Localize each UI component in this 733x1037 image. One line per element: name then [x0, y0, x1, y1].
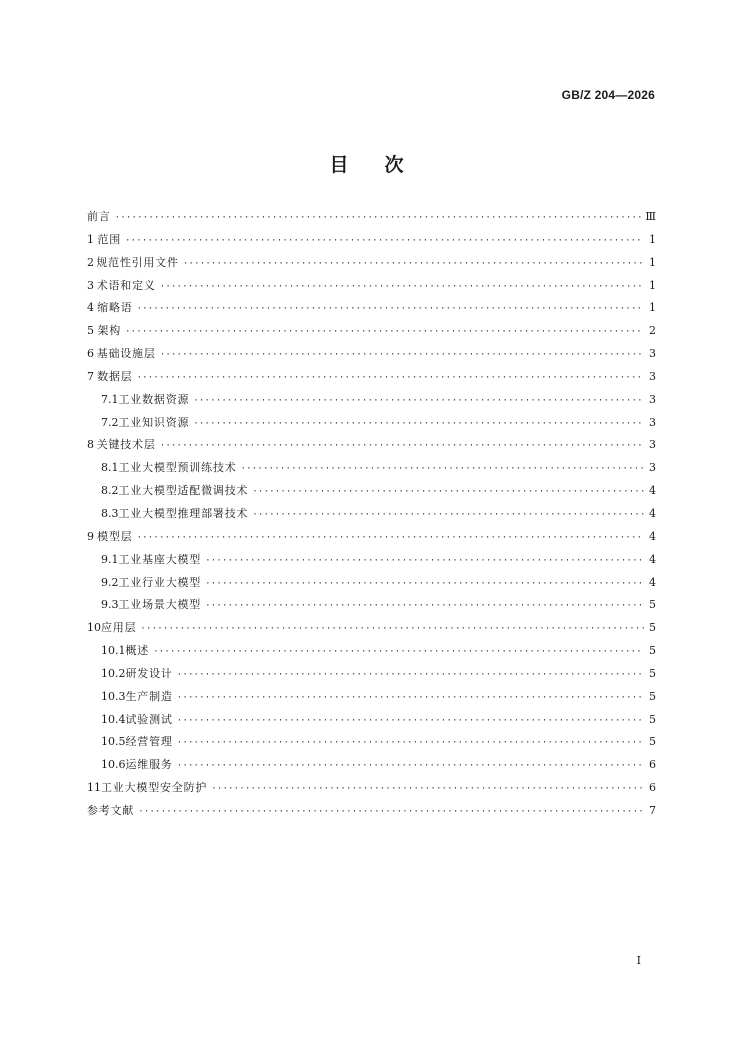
toc-entry-page: 5	[649, 598, 656, 612]
toc-leader-dots	[160, 276, 644, 299]
toc-entry-number: 10	[87, 621, 101, 635]
toc-entry-title: 研发设计	[125, 666, 173, 680]
toc-entry[interactable]	[87, 686, 656, 709]
toc-entry-title: 关键技术层	[96, 438, 156, 452]
toc-leader-dots	[211, 778, 644, 801]
toc-entry[interactable]	[87, 412, 656, 435]
toc-entry-title: 工业数据资源	[118, 392, 190, 406]
toc-leader-dots	[177, 732, 644, 755]
toc-entry-number: 7.2	[101, 415, 119, 429]
toc-entry[interactable]	[87, 709, 656, 732]
toc-entry-page: 2	[649, 324, 656, 338]
toc-leader-dots	[177, 664, 644, 687]
toc-entry-title: 工业行业大模型	[118, 575, 202, 589]
toc-entry-title: 模型层	[97, 529, 133, 543]
toc-entry-title: 概述	[125, 644, 150, 658]
toc-entry-page: 3	[649, 461, 656, 475]
toc-entry[interactable]	[87, 754, 656, 777]
toc-entry-title: 规范性引用文件	[96, 255, 179, 269]
toc-entry-number: 10.3	[101, 689, 126, 703]
toc-entry-number: 7.1	[101, 392, 119, 406]
toc-entry-title: 试验测试	[125, 712, 173, 726]
toc-entry[interactable]	[87, 366, 656, 389]
toc-entry[interactable]	[87, 663, 656, 686]
toc-entry-title: 术语和定义	[96, 278, 156, 292]
toc-entry[interactable]	[87, 457, 656, 480]
toc-entry-page: 3	[649, 347, 656, 361]
toc-entry-page: 3	[649, 415, 656, 429]
toc-entry-page: 1	[649, 232, 656, 246]
toc-entry-title: 工业知识资源	[118, 415, 190, 429]
toc-entry[interactable]	[87, 297, 656, 320]
toc-entry-number: 9.3	[101, 598, 119, 612]
toc-leader-dots	[160, 435, 644, 458]
toc-entry-page: 6	[649, 758, 656, 772]
toc-entry-page: Ⅲ	[645, 210, 656, 223]
toc-entry[interactable]	[87, 343, 656, 366]
table-of-contents	[87, 206, 656, 823]
toc-entry-page: 4	[649, 575, 656, 589]
toc-entry-title: 生产制造	[125, 689, 173, 703]
toc-entry-number: 3	[87, 278, 94, 292]
toc-entry-number: 10.5	[101, 735, 126, 749]
toc-entry-number: 8	[87, 438, 94, 452]
toc-entry-page: 4	[649, 506, 656, 520]
toc-leader-dots	[125, 230, 644, 253]
toc-entry-number: 4	[87, 301, 94, 315]
toc-entry[interactable]	[87, 320, 656, 343]
toc-leader-dots	[252, 504, 644, 527]
toc-entry[interactable]	[87, 731, 656, 754]
toc-entry-title: 数据层	[97, 369, 133, 383]
toc-entry[interactable]	[87, 617, 656, 640]
toc-entry-number: 9	[87, 529, 94, 543]
toc-entry[interactable]	[87, 549, 656, 572]
toc-entry-title: 参考文献	[87, 803, 135, 817]
toc-leader-dots	[137, 367, 644, 390]
toc-entry-number: 8.2	[101, 484, 119, 498]
toc-leader-dots	[193, 390, 644, 413]
toc-leader-dots	[140, 618, 644, 641]
toc-entry-title: 缩略语	[97, 301, 133, 315]
toc-leader-dots	[177, 755, 644, 778]
toc-entry[interactable]	[87, 777, 656, 800]
toc-leader-dots	[137, 527, 644, 550]
toc-leader-dots	[177, 687, 644, 710]
toc-entry-page: 3	[649, 392, 656, 406]
toc-entry[interactable]	[87, 206, 656, 229]
page-number: I	[636, 954, 641, 967]
toc-entry-number: 8.3	[101, 506, 119, 520]
toc-entry-page: 7	[649, 803, 656, 817]
toc-entry[interactable]	[87, 389, 656, 412]
toc-entry-title: 基础设施层	[96, 347, 156, 361]
toc-entry-page: 3	[649, 438, 656, 452]
toc-entry-title: 前言	[87, 210, 111, 223]
toc-title: 目次	[329, 154, 440, 176]
toc-entry-title: 范围	[97, 232, 121, 246]
toc-entry-number: 10.2	[101, 666, 126, 680]
toc-entry[interactable]	[87, 526, 656, 549]
toc-entry[interactable]	[87, 572, 656, 595]
toc-entry-number: 10.4	[101, 712, 126, 726]
toc-entry-title: 工业大模型预训练技术	[118, 461, 237, 475]
toc-entry-number: 11	[87, 781, 101, 795]
toc-entry-title: 工业大模型推理部署技术	[118, 506, 249, 520]
toc-entry[interactable]	[87, 434, 656, 457]
toc-entry-title: 工业基座大模型	[118, 552, 202, 566]
toc-leader-dots	[252, 481, 644, 504]
toc-entry-page: 4	[649, 552, 656, 566]
toc-entry-page: 4	[649, 484, 656, 498]
toc-entry-page: 3	[649, 369, 656, 383]
toc-entry-number: 9.1	[101, 552, 119, 566]
toc-entry-page: 5	[649, 666, 656, 680]
toc-leader-dots	[115, 207, 642, 230]
toc-entry-title: 应用层	[101, 621, 137, 635]
toc-entry-page: 1	[649, 301, 656, 315]
toc-entry-number: 1	[87, 232, 94, 246]
toc-leader-dots	[153, 641, 644, 664]
toc-entry-page: 5	[649, 689, 656, 703]
toc-entry-page: 6	[649, 781, 656, 795]
toc-entry-number: 7	[87, 369, 94, 383]
toc-leader-dots	[241, 458, 645, 481]
toc-entry-title: 工业大模型适配微调技术	[118, 484, 249, 498]
toc-entry-page: 5	[649, 644, 656, 658]
toc-entry-page: 5	[649, 621, 656, 635]
toc-entry-number: 6	[87, 347, 94, 361]
toc-entry-page: 4	[649, 529, 656, 543]
toc-entry[interactable]	[87, 275, 656, 298]
toc-entry-title: 工业场景大模型	[118, 598, 202, 612]
toc-entry-page: 5	[649, 712, 656, 726]
toc-entry-number: 10.6	[101, 758, 126, 772]
toc-entry[interactable]	[87, 640, 656, 663]
toc-entry[interactable]	[87, 594, 656, 617]
toc-leader-dots	[160, 344, 644, 367]
document-code: GB/Z 204—2026	[561, 88, 655, 102]
toc-entry-page: 5	[649, 735, 656, 749]
toc-entry-title: 经营管理	[125, 735, 173, 749]
toc-entry[interactable]	[87, 480, 656, 503]
toc-leader-dots	[193, 413, 644, 436]
toc-entry-number: 10.1	[101, 644, 126, 658]
toc-entry[interactable]	[87, 503, 656, 526]
toc-entry-page: 1	[649, 278, 656, 292]
toc-leader-dots	[205, 550, 644, 573]
toc-leader-dots	[125, 321, 644, 344]
toc-entry-number: 8.1	[101, 461, 119, 475]
toc-entry-title: 工业大模型安全防护	[101, 781, 208, 795]
toc-entry-number: 9.2	[101, 575, 119, 589]
toc-entry-number: 5	[87, 324, 94, 338]
toc-entry[interactable]	[87, 229, 656, 252]
toc-entry[interactable]	[87, 252, 656, 275]
toc-entry-number: 2	[87, 255, 94, 269]
toc-entry-title: 运维服务	[125, 758, 173, 772]
toc-leader-dots	[137, 298, 644, 321]
toc-leader-dots	[205, 573, 644, 596]
toc-leader-dots	[138, 801, 644, 824]
toc-entry-page: 1	[649, 255, 656, 269]
toc-entry-title: 架构	[97, 324, 121, 338]
toc-leader-dots	[183, 253, 644, 276]
toc-leader-dots	[205, 595, 644, 618]
toc-entry[interactable]	[87, 800, 656, 823]
toc-leader-dots	[177, 710, 644, 733]
